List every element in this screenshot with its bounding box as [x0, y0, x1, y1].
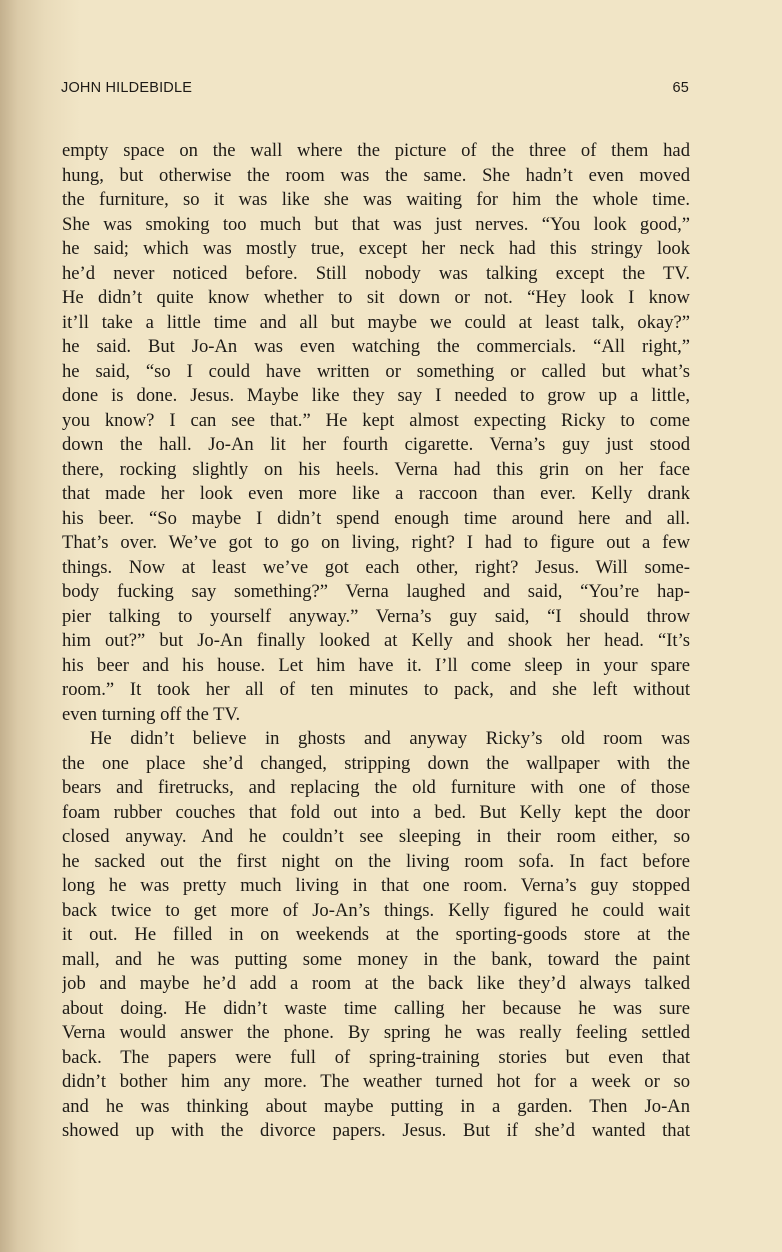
text-line: long he was pretty much living in that one room. Verna’s guy stopped: [62, 875, 690, 896]
text-line: done is done. Jesus. Maybe like they say I needed to grow up a little,: [62, 385, 690, 406]
text-line: he said; which was mostly true, except her neck had this stringy look: [62, 238, 690, 259]
text-line: He didn’t quite know whether to sit down or not. “Hey look I know: [62, 287, 690, 308]
page-number: 65: [672, 80, 689, 96]
text-line: room.” It took her all of ten minutes to pack, and she left without: [62, 679, 690, 700]
text-line: body fucking say something?” Verna laughed and said, “You’re hap-: [62, 581, 690, 602]
text-line: even turning off the TV.: [62, 703, 241, 725]
text-line: didn’t bother him any more. The weather turned hot for a week or so: [62, 1071, 690, 1092]
author-name: JOHN HILDEBIDLE: [61, 80, 193, 96]
text-line: closed anyway. And he couldn’t see sleeping in their room either, so: [62, 826, 690, 847]
text-line: things. Now at least we’ve got each other, right? Jesus. Will some-: [62, 556, 690, 578]
text-line: he sacked out the first night on the living room sofa. In fact before: [62, 850, 690, 872]
text-line: hung, but otherwise the room was the same. She hadn’t even moved: [62, 164, 690, 186]
text-line: pier talking to yourself anyway.” Verna’s guy said, “I should throw: [62, 605, 690, 627]
running-head: [61, 80, 689, 100]
text-line: his beer and his house. Let him have it. I’ll come sleep in your spare: [62, 654, 690, 676]
text-line: it’ll take a little time and all but maybe we could at least talk, okay?”: [62, 311, 690, 333]
text-line: he’d never noticed before. Still nobody was talking except the TV.: [62, 262, 690, 284]
text-line: the furniture, so it was like she was waiting for him the whole time.: [62, 189, 690, 210]
text-line: down the hall. Jo-An lit her fourth cigarette. Verna’s guy just stood: [62, 434, 690, 455]
text-line: foam rubber couches that fold out into a bed. But Kelly kept the door: [62, 801, 690, 823]
text-line: She was smoking too much but that was just nerves. “You look good,”: [62, 213, 690, 235]
text-line: and he was thinking about maybe putting in a garden. Then Jo-An: [62, 1095, 690, 1117]
text-line: the one place she’d changed, stripping down the wallpaper with the: [62, 752, 690, 774]
text-line: empty space on the wall where the picture of the three of them had: [62, 140, 690, 161]
paragraph-1: [62, 139, 690, 727]
text-line: mall, and he was putting some money in the bank, toward the paint: [62, 948, 690, 970]
text-line: his beer. “So maybe I didn’t spend enough time around here and all.: [62, 507, 690, 529]
body-text: [62, 139, 690, 1144]
text-line: back twice to get more of Jo-An’s things. Kelly figured he could wait: [62, 899, 690, 921]
text-line: it out. He filled in on weekends at the sporting-goods store at the: [62, 924, 690, 945]
text-line: he said. But Jo-An was even watching the commercials. “All right,”: [62, 336, 690, 357]
text-line: you know? I can see that.” He kept almost expecting Ricky to come: [62, 409, 690, 431]
text-line: about doing. He didn’t waste time calling her because he was sure: [62, 997, 690, 1019]
text-line: there, rocking slightly on his heels. Verna had this grin on her face: [62, 458, 690, 480]
text-line: bears and firetrucks, and replacing the old furniture with one of those: [62, 777, 690, 798]
text-line: he said, “so I could have written or something or called but what’s: [62, 360, 690, 382]
text-line: job and maybe he’d add a room at the back like they’d always talked: [62, 973, 690, 994]
text-line: back. The papers were full of spring-training stories but even that: [62, 1046, 690, 1068]
text-line: Verna would answer the phone. By spring he was really feeling settled: [62, 1022, 690, 1043]
text-line: that made her look even more like a raccoon than ever. Kelly drank: [62, 483, 690, 504]
text-line: That’s over. We’ve got to go on living, right? I had to figure out a few: [62, 532, 690, 553]
text-line: showed up with the divorce papers. Jesus. But if she’d wanted that: [62, 1120, 690, 1141]
text-line: him out?” but Jo-An finally looked at Kelly and shook her head. “It’s: [62, 630, 690, 651]
text-line: He didn’t believe in ghosts and anyway Ricky’s old room was: [90, 728, 690, 749]
paragraph-2: [62, 727, 690, 1144]
